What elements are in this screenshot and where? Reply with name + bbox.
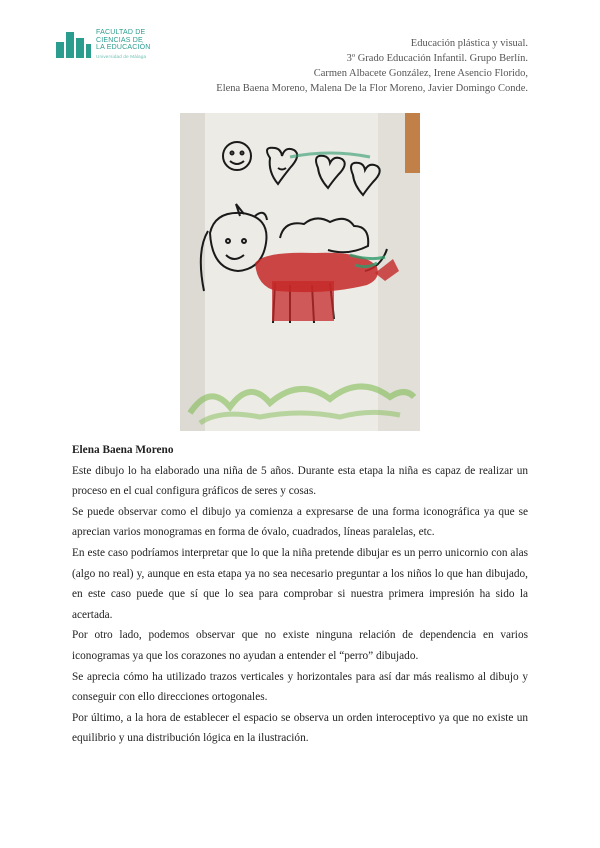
paragraph-3: En este caso podríamos interpretar que lo que la niña pretende dibujar es un perro unicornio con alas (algo no real) y, aunque en esta etapa ya no sea necesario preguntar a los niños lo que han dibujado, en este caso puede que sí que lo sea para comprobar si nuestra primera impresión ha sido la acertada. [72,546,528,621]
logo-line-1: FACULTAD DE [96,29,146,36]
header-authors-1: Carmen Albacete González, Irene Asencio Florido, [313,68,528,79]
child-drawing-photo [180,113,420,431]
paragraph-4: Por otro lado, podemos observar que no existe ninguna relación de dependencia en varios iconogramas ya que los corazones no ayudan a entender el “perro” dibujado. [72,629,528,662]
paragraph-6: Por último, a la hora de establecer el espacio se observa un orden interoceptivo ya que no existe un equilibrio y una distribución lógica en la ilustración. [72,711,528,745]
header-group: 3º Grado Educación Infantil. Grupo Berlín. [346,53,528,64]
document-body [72,440,528,749]
paragraph-2: Se puede observar como el dibujo ya comienza a expresarse de una forma iconográfica ya que se aprecian varios monogramas en forma de óvalo, cuadrados, líneas paralelas, etc. [72,505,528,539]
logo-line-4: Universidad de Málaga [96,53,147,59]
author-heading: Elena Baena Moreno [72,444,174,456]
paragraph-5: Se aprecia cómo ha utilizado trazos verticales y horizontales para así dar más realismo al dibujo y conseguir con ello direcciones ortogonales. [72,670,528,704]
header-authors-2: Elena Baena Moreno, Malena De la Flor Moreno, Javier Domingo Conde. [216,83,528,94]
faculty-logo-text [96,29,151,60]
paragraph-1: Este dibujo lo ha elaborado una niña de 5 años. Durante esta etapa la niña es capaz de realizar un proceso en el cual configura gráficos de seres y cosas. [72,464,528,498]
page-header [216,36,528,96]
logo-line-2: CIENCIAS DE [96,36,143,44]
header-course: Educación plástica y visual. [410,38,528,49]
logo-line-3: LA EDUCACIÓN [96,44,151,51]
